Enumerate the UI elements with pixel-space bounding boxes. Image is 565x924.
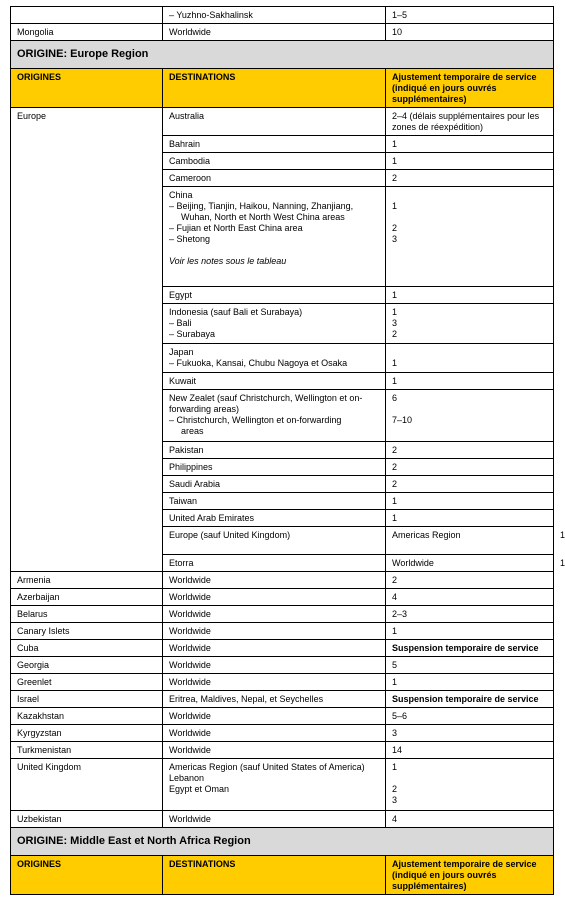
table-row: [11, 811, 554, 828]
destination-subitem: – Fujian et North East China area: [169, 223, 303, 233]
adjustment-value: 2: [392, 223, 398, 233]
origin-cell: Armenia: [11, 572, 163, 589]
table-row: [11, 691, 554, 708]
origin-cell: Kazakhstan: [11, 708, 163, 725]
adjustment-cell: [386, 187, 554, 287]
destination-cell: Americas Region: [386, 527, 554, 555]
table-row: [11, 725, 554, 742]
origin-cell: [11, 7, 163, 24]
destination-cell: Worldwide: [163, 657, 386, 674]
destination-cell: Worldwide: [163, 623, 386, 640]
table-row: Europe (sauf United Kingdom) Americas Region 1: [11, 527, 554, 555]
adjustment-cell: 1: [386, 287, 554, 304]
table-row: [11, 589, 554, 606]
destination-subitem-cont: areas: [181, 426, 204, 436]
column-header-origins: ORIGINES: [11, 856, 163, 895]
adjustment-value: 1: [392, 358, 398, 368]
destination-text: Egypt et Oman: [169, 784, 230, 794]
column-header-adjustment: Ajustement temporaire de service (indiqué en jours ouvrés supplémentaires): [386, 856, 554, 895]
destination-cell: [163, 390, 386, 442]
column-header-destinations: DESTINATIONS: [163, 856, 386, 895]
origin-cell: Greenlet: [11, 674, 163, 691]
table-row: [11, 606, 554, 623]
adjustment-cell: [386, 390, 554, 442]
adjustment-cell: 2: [386, 459, 554, 476]
destination-cell: Worldwide: [163, 572, 386, 589]
destination-cell: Worldwide: [163, 674, 386, 691]
origin-cell: Uzbekistan: [11, 811, 163, 828]
column-header-row: [11, 69, 554, 108]
adjustment-cell: Suspension temporaire de service: [386, 691, 554, 708]
adjustment-value: 1: [392, 762, 398, 772]
adjustment-cell: 2: [386, 572, 554, 589]
adjustment-cell: [386, 759, 554, 811]
destination-text: China: [169, 190, 193, 200]
destination-cell: Worldwide: [163, 708, 386, 725]
adjustment-cell: 2: [386, 476, 554, 493]
origin-cell: Europe: [11, 108, 163, 572]
destination-text: Indonesia (sauf Bali et Surabaya): [169, 307, 303, 317]
destination-cell: Bahrain: [163, 136, 386, 153]
destination-cell: Worldwide: [163, 589, 386, 606]
adjustment-cell: 4: [386, 811, 554, 828]
table-row: [11, 24, 554, 41]
destination-subitem: – Shetong: [169, 234, 211, 244]
destination-cell: Worldwide: [163, 811, 386, 828]
adjustment-value: 6: [392, 393, 398, 403]
table-row: [11, 572, 554, 589]
adjustment-cell: 2–4 (délais supplémentaires pour les zones de réexpédition): [386, 108, 554, 136]
destination-cell: [163, 304, 386, 344]
origin-cell: Etorra: [163, 555, 386, 572]
adjustment-cell: 1: [386, 153, 554, 170]
destination-cell: – Yuzhno-Sakhalinsk: [163, 7, 386, 24]
destination-subitem: – Christchurch, Wellington et on-forwarding: [169, 415, 342, 425]
origin-cell: Europe (sauf United Kingdom): [163, 527, 386, 555]
column-header-adjustment: Ajustement temporaire de service (indiqué en jours ouvrés supplémentaires): [386, 69, 554, 108]
adjustment-cell: 3: [386, 725, 554, 742]
table-row: [11, 759, 554, 811]
column-header-row: [11, 856, 554, 895]
table-row: [11, 708, 554, 725]
adjustment-cell: 4: [386, 589, 554, 606]
origin-cell: Canary Islets: [11, 623, 163, 640]
destination-subitem: – Beijing, Tianjin, Haikou, Nanning, Zhanjiang,: [169, 201, 354, 211]
section-header: [11, 41, 554, 69]
origin-cell: Mongolia: [11, 24, 163, 41]
destination-cell: Worldwide: [163, 24, 386, 41]
destination-cell: Worldwide: [163, 725, 386, 742]
table-row: [11, 7, 554, 24]
adjustment-cell: 1: [386, 510, 554, 527]
destination-text: Americas Region (sauf United States of America): [169, 762, 365, 772]
section-title: ORIGINE: Middle East et North Africa Region: [11, 828, 554, 856]
origin-cell: Kyrgyzstan: [11, 725, 163, 742]
table-row: [11, 742, 554, 759]
origin-cell: Azerbaijan: [11, 589, 163, 606]
adjustment-value: 1: [392, 307, 398, 317]
destination-cell: Pakistan: [163, 442, 386, 459]
origin-cell: United Kingdom: [11, 759, 163, 811]
adjustment-value: 3: [392, 795, 398, 805]
destination-cell: [163, 344, 386, 373]
adjustment-cell: 10: [386, 24, 554, 41]
destination-cell: Worldwide: [163, 742, 386, 759]
adjustment-cell: 1: [386, 136, 554, 153]
adjustment-value: 1: [392, 201, 398, 211]
origin-cell: Israel: [11, 691, 163, 708]
table-row: [11, 623, 554, 640]
adjustment-value: 3: [392, 234, 398, 244]
adjustment-cell: 2: [386, 170, 554, 187]
service-adjustment-table: [10, 6, 565, 895]
adjustment-cell: [386, 344, 554, 373]
destination-text: Japan: [169, 347, 194, 357]
destination-cell: [163, 759, 386, 811]
table-row: [11, 674, 554, 691]
destination-cell: Kuwait: [163, 373, 386, 390]
adjustment-cell: [386, 304, 554, 344]
adjustment-value: 3: [392, 318, 398, 328]
destination-cell: Philippines: [163, 459, 386, 476]
destination-cell: Saudi Arabia: [163, 476, 386, 493]
adjustment-cell: 14: [386, 742, 554, 759]
table-row: [11, 657, 554, 674]
destination-cell: United Arab Emirates: [163, 510, 386, 527]
adjustment-value: [392, 773, 547, 784]
origin-cell: Cuba: [11, 640, 163, 657]
adjustment-cell: 1: [386, 373, 554, 390]
adjustment-cell: 2–3: [386, 606, 554, 623]
destination-cell: Worldwide: [163, 640, 386, 657]
adjustment-value: 2: [392, 329, 398, 339]
destination-text: New Zealet (sauf Christchurch, Wellington et on-forwarding areas): [169, 393, 363, 414]
adjustment-cell: 1: [386, 623, 554, 640]
destination-cell: Eritrea, Maldives, Nepal, et Seychelles: [163, 691, 386, 708]
destination-cell: Egypt: [163, 287, 386, 304]
origin-cell: Belarus: [11, 606, 163, 623]
adjustment-cell: 5: [386, 657, 554, 674]
adjustment-cell: 1: [386, 493, 554, 510]
section-title: ORIGINE: Europe Region: [11, 41, 554, 69]
table-row: Etorra Worldwide 1: [11, 555, 554, 572]
destination-cell: Cameroon: [163, 170, 386, 187]
destination-subitem: – Fukuoka, Kansai, Chubu Nagoya et Osaka: [169, 358, 348, 368]
destination-cell: Worldwide: [386, 555, 554, 572]
section-header: [11, 828, 554, 856]
table-note-reference: Voir les notes sous le tableau: [169, 256, 287, 266]
adjustment-cell: 5–6: [386, 708, 554, 725]
origin-cell: Georgia: [11, 657, 163, 674]
table-row: [11, 640, 554, 657]
destination-cell: Australia: [163, 108, 386, 136]
table-row: [11, 108, 554, 136]
destination-text: Lebanon: [169, 773, 205, 783]
adjustment-cell: 2: [386, 442, 554, 459]
destination-subitem: – Bali: [169, 318, 192, 328]
destination-subitem: – Surabaya: [169, 329, 216, 339]
adjustment-cell: Suspension temporaire de service: [386, 640, 554, 657]
destination-cell: [163, 187, 386, 287]
destination-subitem-cont: Wuhan, North et North West China areas: [181, 212, 345, 222]
destination-cell: Worldwide: [163, 606, 386, 623]
adjustment-value: 2: [392, 784, 398, 794]
column-header-origins: ORIGINES: [11, 69, 163, 108]
destination-cell: Cambodia: [163, 153, 386, 170]
destination-cell: Taiwan: [163, 493, 386, 510]
adjustment-cell: 1: [386, 674, 554, 691]
adjustment-value: 7–10: [392, 415, 413, 425]
adjustment-cell: 1–5: [386, 7, 554, 24]
origin-cell: Turkmenistan: [11, 742, 163, 759]
column-header-destinations: DESTINATIONS: [163, 69, 386, 108]
